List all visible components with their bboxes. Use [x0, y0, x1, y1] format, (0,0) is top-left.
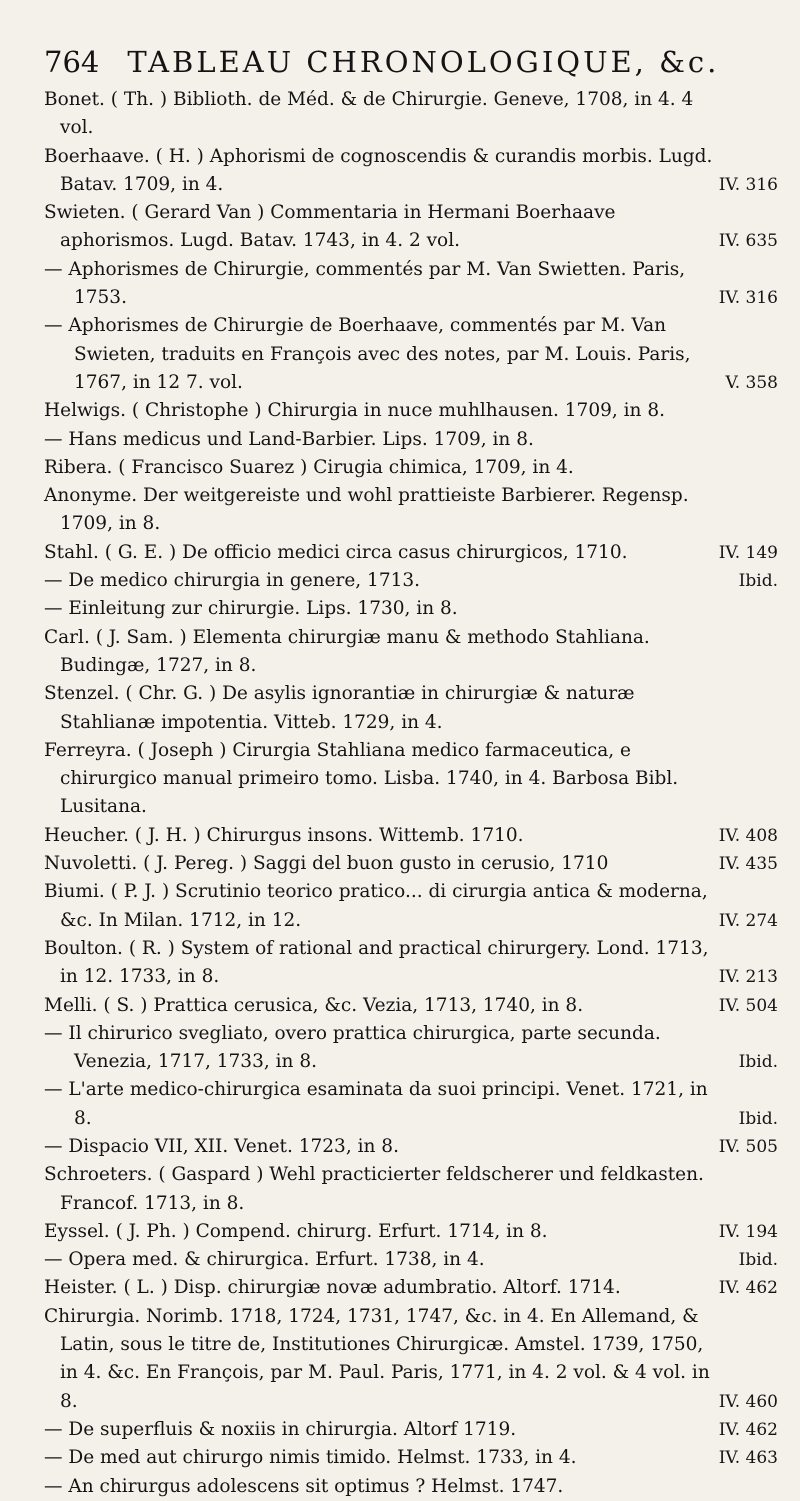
bibliography-entry — [44, 1303, 778, 1416]
entry-reference: IV. 635 — [718, 231, 778, 252]
bibliography-entry — [44, 1416, 778, 1444]
bibliography-entry — [44, 992, 778, 1020]
entry-text: — Hans medicus und Land-Barbier. Lips. 1709, in 8. — [44, 428, 534, 450]
bibliography-entry — [44, 1020, 778, 1077]
page-header — [44, 40, 778, 84]
entry-text: Stenzel. ( Chr. G. ) De asylis ignorantiæ in chirurgiæ & naturæ Stahlianæ impotentia. Vitteb. 1729, in 4. — [44, 683, 635, 733]
entry-text: — Il chirurico svegliato, overo prattica chirurgica, parte secunda. Venezia, 1717, 1733, in 8. — [44, 1022, 661, 1073]
bibliography-entry — [44, 1246, 778, 1274]
bibliography-entry — [44, 256, 778, 313]
bibliography-entry — [44, 878, 778, 935]
entry-reference: IV. 149 — [718, 542, 778, 563]
entry-reference: Ibid. — [738, 1250, 778, 1271]
entry-text: — De med aut chirurgo nimis timido. Helmst. 1733, in 4. — [44, 1447, 577, 1469]
bibliography-entry — [44, 454, 778, 482]
entry-text: Boulton. ( R. ) System of rational and practical chirurgery. Lond. 1713, in 12. 1733, in 8. — [44, 937, 709, 988]
entry-text: Ferreyra. ( Joseph ) Cirurgia Stahliana medico farmaceutica, e chirurgico manual primeiro tomo. Lisba. 1740, in 4. Barbosa Bibl. Lusitana. — [44, 739, 679, 818]
page-number: 764 — [44, 45, 100, 79]
entry-reference: IV. 316 — [718, 288, 778, 309]
entry-text: — Einleitung zur chirurgie. Lips. 1730, in 8. — [44, 598, 458, 620]
entry-reference: IV. 462 — [718, 1419, 778, 1440]
entry-reference: Ibid. — [738, 1108, 778, 1129]
entry-text: — L'arte medico-chirurgica esaminata da suoi principi. Venet. 1721, in 8. — [44, 1079, 708, 1129]
bibliography-entry — [44, 850, 778, 878]
bibliography-entry — [44, 143, 778, 200]
entry-reference: V. 358 — [725, 372, 778, 393]
entry-reference: IV. 274 — [718, 910, 778, 931]
bibliography-entry — [44, 567, 778, 595]
entry-text: Schroeters. ( Gaspard ) Wehl practicierter feldscherer und feldkasten. Francof. 1713, in 8. — [44, 1164, 704, 1214]
entry-text: Biumi. ( P. J. ) Scrutinio teorico pratico... di cirurgia antica & moderna, &c. In Milan. 1712, in 12. — [44, 881, 708, 931]
bibliography-entry — [44, 822, 778, 850]
bibliography-entry — [44, 312, 778, 397]
entry-text: Bonet. ( Th. ) Biblioth. de Méd. & de Chirurgie. Geneve, 1708, in 4. 4 vol. — [44, 89, 694, 139]
entry-reference: Ibid. — [738, 1052, 778, 1073]
entry-reference: IV. 408 — [718, 825, 778, 846]
entry-text: — Aphorismes de Chirurgie de Boerhaave, commentés par M. Van Swieten, traduits en François avec des notes, par M. Louis. Paris, 1767, in 12 7. vol. — [44, 315, 691, 393]
bibliography-entry — [44, 397, 778, 425]
bibliography-entry — [44, 482, 778, 539]
entry-reference: IV. 316 — [718, 174, 778, 195]
entry-reference: Ibid. — [738, 571, 778, 592]
entry-text: Melli. ( S. ) Prattica cerusica, &c. Vezia, 1713, 1740, in 8. — [44, 994, 584, 1016]
bibliography-entry — [44, 1274, 778, 1302]
entry-text: Helwigs. ( Christophe ) Chirurgia in nuce muhlhausen. 1709, in 8. — [44, 400, 665, 422]
entry-reference: IV. 504 — [718, 995, 778, 1016]
bibliography-entry — [44, 595, 778, 623]
entry-text: — Dispacio VII, XII. Venet. 1723, in 8. — [44, 1135, 399, 1157]
entry-text: Nuvoletti. ( J. Pereg. ) Saggi del buon gusto in cerusio, 1710 — [44, 853, 609, 875]
entry-text: — An chirurgus adolescens sit optimus ? Helmst. 1747. — [44, 1475, 564, 1497]
entry-text: Carl. ( J. Sam. ) Elementa chirurgiæ manu & methodo Stahliana. Budingæ, 1727, in 8. — [44, 626, 650, 676]
entry-text: Ribera. ( Francisco Suarez ) Cirugia chimica, 1709, in 4. — [44, 456, 574, 478]
entry-text: Anonyme. Der weitgereiste und wohl prattieiste Barbierer. Regensp. 1709, in 8. — [44, 485, 689, 535]
bibliography-entry — [44, 199, 778, 256]
bibliography-entry — [44, 1076, 778, 1133]
bibliography-entry — [44, 1161, 778, 1218]
entry-text: — De superfluis & noxiis in chirurgia. Altorf 1719. — [44, 1418, 517, 1440]
bibliography-entry — [44, 1133, 778, 1161]
bibliography-entry — [44, 1218, 778, 1246]
entry-text: — De medico chirurgia in genere, 1713. — [44, 570, 421, 592]
entry-text: Swieten. ( Gerard Van ) Commentaria in Hermani Boerhaave aphorismos. Lugd. Batav. 1743, in 4. 2 vol. — [44, 202, 616, 252]
bibliography-entry — [44, 426, 778, 454]
entry-text: — Opera med. & chirurgica. Erfurt. 1738, in 4. — [44, 1249, 485, 1271]
entry-text: Heucher. ( J. H. ) Chirurgus insons. Wittemb. 1710. — [44, 824, 524, 846]
entry-reference: IV. 194 — [718, 1221, 778, 1242]
bibliography-entry — [44, 680, 778, 737]
bibliography-entry — [44, 1473, 778, 1501]
bibliography-entry — [44, 86, 778, 143]
bibliography-entry — [44, 737, 778, 822]
entry-reference: IV. 213 — [718, 967, 778, 988]
entry-text: Heister. ( L. ) Disp. chirurgiæ novæ adumbratio. Altorf. 1714. — [44, 1277, 621, 1299]
entry-reference: IV. 462 — [718, 1278, 778, 1299]
entry-text: Chirurgia. Norimb. 1718, 1724, 1731, 1747, &c. in 4. En Allemand, & Latin, sous le titre de, Institutiones Chirurgicæ. Amstel. 1739, 1750, in 4. &c. En François, par M. Paul. Paris, 1771, in 4. 2 vol. & 4 vol. in 8. — [44, 1305, 710, 1412]
entry-reference: IV. 460 — [718, 1391, 778, 1412]
bibliography-entry — [44, 539, 778, 567]
entry-text: Boerhaave. ( H. ) Aphorismi de cognoscendis & curandis morbis. Lugd. Batav. 1709, in 4. — [44, 145, 713, 195]
running-title: TABLEAU CHRONOLOGIQUE, &c. — [127, 45, 720, 79]
entry-reference: IV. 435 — [718, 854, 778, 875]
entry-text: Stahl. ( G. E. ) De officio medici circa casus chirurgicos, 1710. — [44, 541, 628, 563]
entry-text: Eyssel. ( J. Ph. ) Compend. chirurg. Erfurt. 1714, in 8. — [44, 1220, 548, 1242]
entry-reference: IV. 463 — [718, 1448, 778, 1469]
entry-text: — Aphorismes de Chirurgie, commentés par M. Van Swietten. Paris, 1753. — [44, 258, 686, 309]
bibliography-list — [44, 86, 778, 1501]
bibliography-entry — [44, 1444, 778, 1472]
bibliography-entry — [44, 624, 778, 681]
entry-reference: IV. 505 — [718, 1136, 778, 1157]
bibliography-entry — [44, 935, 778, 992]
